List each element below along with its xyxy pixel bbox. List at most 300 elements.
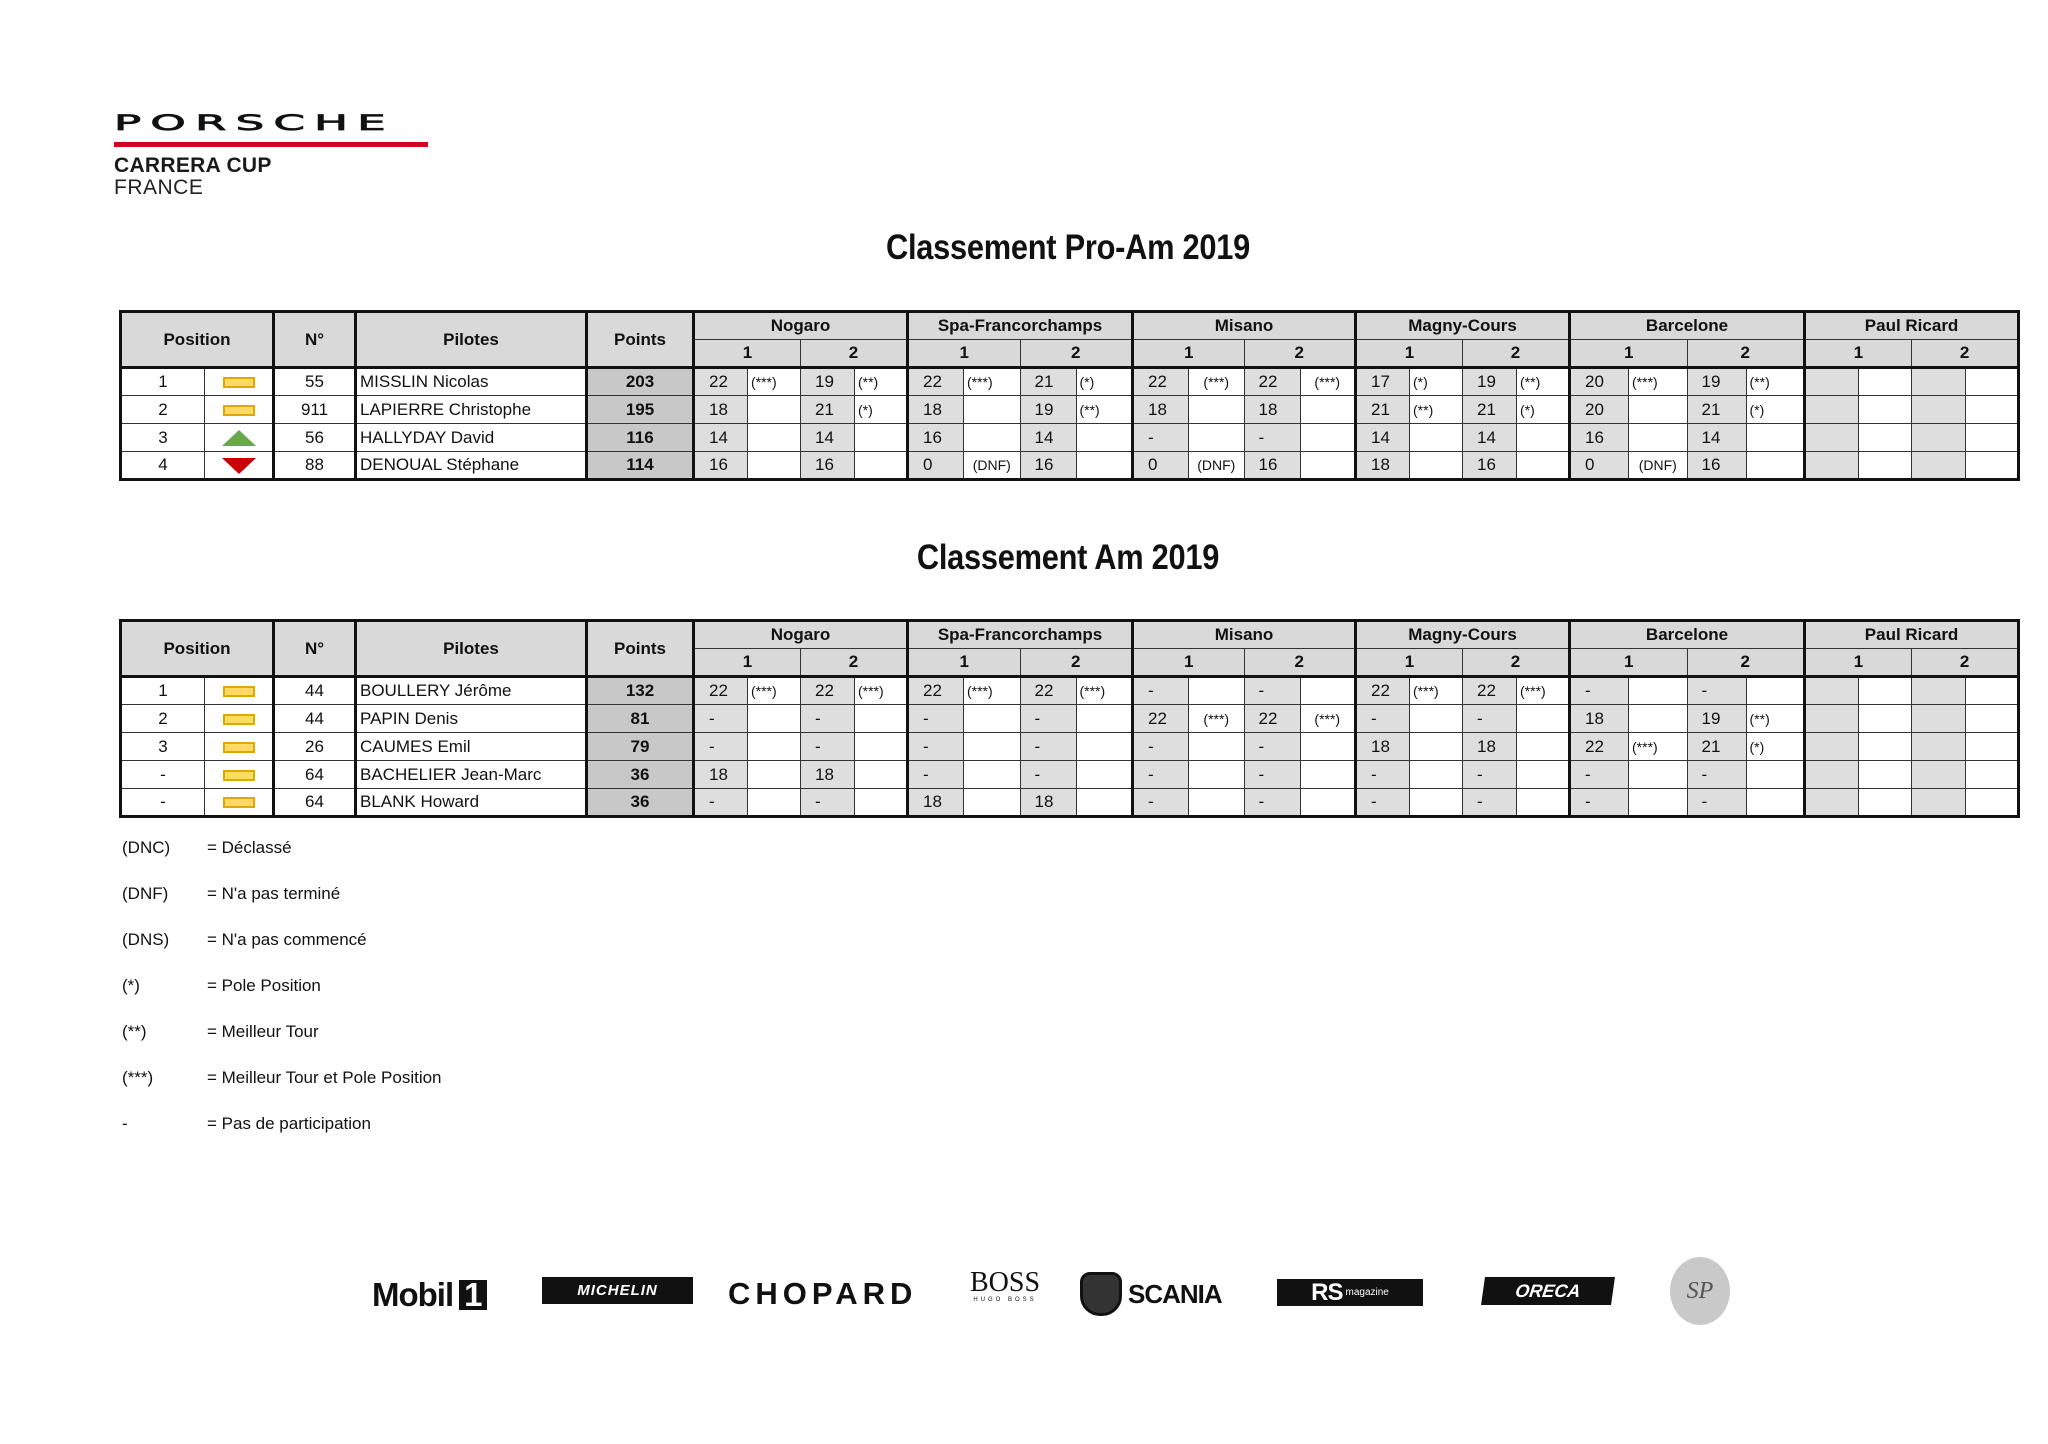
race-score: - [1356, 705, 1410, 733]
race-note [1300, 789, 1356, 817]
trend-cell [205, 452, 274, 480]
header-race-1: 1 [1356, 649, 1463, 677]
race-score: - [694, 705, 748, 733]
race-note [1746, 789, 1805, 817]
header-venue-magny-cours: Magny-Cours [1356, 621, 1570, 649]
trend-cell [205, 733, 274, 761]
race-note [964, 705, 1021, 733]
race-score: - [1687, 789, 1746, 817]
legend-code: - [122, 1114, 128, 1133]
legend-description: = N'a pas terminé [207, 884, 341, 903]
race-note [1629, 677, 1688, 705]
header-points: Points [587, 621, 694, 677]
header-race-2: 2 [801, 340, 908, 368]
header-race-2: 2 [1020, 340, 1133, 368]
race-note [1746, 424, 1805, 452]
header-race-1: 1 [1133, 649, 1245, 677]
proam-standings-table [119, 310, 2020, 481]
race-score: - [694, 733, 748, 761]
race-note [1629, 761, 1688, 789]
race-score: - [1356, 761, 1410, 789]
legend-code: (DNC) [122, 838, 171, 857]
car-number: 26 [274, 733, 356, 761]
race-score: - [1570, 677, 1629, 705]
race-score: 16 [801, 452, 855, 480]
trend-equal-icon [223, 405, 255, 416]
race-score: - [1133, 761, 1189, 789]
race-note: (***) [1189, 705, 1245, 733]
race-score: 14 [801, 424, 855, 452]
race-score: 22 [801, 677, 855, 705]
scania-griffin-icon [1080, 1272, 1122, 1316]
race-score: 14 [1687, 424, 1746, 452]
mobil-text: Mobil [372, 1276, 454, 1313]
race-note: (***) [1189, 368, 1245, 396]
total-points: 132 [587, 677, 694, 705]
header-venue-nogaro: Nogaro [694, 312, 908, 340]
race-note [1966, 733, 2019, 761]
total-points: 36 [587, 789, 694, 817]
driver-name: MISSLIN Nicolas [356, 368, 587, 396]
race-note [964, 761, 1021, 789]
header-position: Position [121, 621, 274, 677]
race-score: 18 [694, 396, 748, 424]
legend-item [122, 1068, 442, 1114]
race-score: - [1133, 733, 1189, 761]
trend-cell [205, 677, 274, 705]
standings-row [121, 761, 2019, 789]
race-score: 22 [1244, 368, 1300, 396]
trend-equal-icon [223, 742, 255, 753]
race-note [1629, 705, 1688, 733]
race-score: 20 [1570, 368, 1629, 396]
race-note [1517, 733, 1570, 761]
logo-red-line [114, 142, 428, 147]
race-note: (***) [964, 677, 1021, 705]
race-note: (**) [1517, 368, 1570, 396]
race-score [1805, 396, 1859, 424]
trend-cell [205, 705, 274, 733]
race-score: 18 [1133, 396, 1189, 424]
header-row-venues [121, 621, 2019, 649]
race-score: - [1570, 789, 1629, 817]
header-venue-misano: Misano [1133, 621, 1356, 649]
race-note [1859, 705, 1912, 733]
trend-cell [205, 424, 274, 452]
legend-description: = Pas de participation [207, 1114, 371, 1133]
race-note [1966, 677, 2019, 705]
race-note [964, 789, 1021, 817]
race-score: - [1463, 761, 1517, 789]
race-score: 18 [908, 789, 964, 817]
header-venue-magny-cours: Magny-Cours [1356, 312, 1570, 340]
race-note: (***) [855, 677, 908, 705]
race-score [1805, 705, 1859, 733]
header-race-1: 1 [908, 649, 1021, 677]
race-note [1189, 761, 1245, 789]
legend-item [122, 930, 442, 976]
race-score: 22 [1463, 677, 1517, 705]
race-score [1912, 396, 1966, 424]
race-note [1410, 789, 1463, 817]
header-race-2: 2 [1687, 340, 1805, 368]
trend-equal-icon [223, 714, 255, 725]
trend-down-icon [222, 458, 256, 474]
driver-name: BACHELIER Jean-Marc [356, 761, 587, 789]
race-note: (***) [1300, 368, 1356, 396]
legend-description: = Pole Position [207, 976, 321, 995]
race-score: - [801, 705, 855, 733]
race-note [1966, 789, 2019, 817]
race-note [1746, 452, 1805, 480]
race-note: (***) [748, 677, 801, 705]
total-points: 81 [587, 705, 694, 733]
total-points: 203 [587, 368, 694, 396]
total-points: 36 [587, 761, 694, 789]
race-score: 19 [1687, 705, 1746, 733]
car-number: 64 [274, 789, 356, 817]
header-venue-barcelone: Barcelone [1570, 312, 1805, 340]
header-venue-paul-ricard: Paul Ricard [1805, 621, 2019, 649]
race-note [1300, 761, 1356, 789]
race-score: 21 [1020, 368, 1076, 396]
race-score: - [801, 733, 855, 761]
race-score [1805, 452, 1859, 480]
race-note [1410, 424, 1463, 452]
legend-item [122, 884, 442, 930]
race-note [748, 705, 801, 733]
header-number: N° [274, 312, 356, 368]
race-score [1912, 789, 1966, 817]
header-drivers: Pilotes [356, 621, 587, 677]
race-note [1189, 677, 1245, 705]
position-cell: 2 [121, 396, 205, 424]
race-note: (***) [964, 368, 1021, 396]
legend-item [122, 1114, 442, 1160]
race-note: (DNF) [1629, 452, 1688, 480]
race-score [1912, 733, 1966, 761]
race-note: (***) [1300, 705, 1356, 733]
race-note: (**) [1410, 396, 1463, 424]
race-score: 22 [908, 368, 964, 396]
standings-row [121, 789, 2019, 817]
am-title: Classement Am 2019 [916, 538, 1220, 577]
legend-code: (DNF) [122, 884, 169, 903]
header-race-2: 2 [1912, 340, 2019, 368]
race-score: 16 [1020, 452, 1076, 480]
race-score: 18 [1244, 396, 1300, 424]
race-note [1517, 789, 1570, 817]
header-number: N° [274, 621, 356, 677]
race-score: - [1244, 733, 1300, 761]
race-score: - [1244, 424, 1300, 452]
race-score [1912, 705, 1966, 733]
race-note [1410, 761, 1463, 789]
legend-description: = Meilleur Tour [207, 1022, 319, 1041]
race-note [1966, 368, 2019, 396]
race-score: 0 [1133, 452, 1189, 480]
race-note [855, 733, 908, 761]
race-note [1859, 396, 1912, 424]
trend-up-icon [222, 430, 256, 446]
legend-description: = Déclassé [207, 838, 292, 857]
race-score: 0 [1570, 452, 1629, 480]
race-score: 18 [1020, 789, 1076, 817]
legend-item [122, 976, 442, 1022]
race-score: 22 [694, 677, 748, 705]
porsche-wordmark: PORSCHE [114, 110, 395, 136]
race-score: - [1356, 789, 1410, 817]
race-note [1859, 789, 1912, 817]
race-score [1912, 424, 1966, 452]
standings-row [121, 705, 2019, 733]
car-number: 56 [274, 424, 356, 452]
mobil1-logo [372, 1276, 487, 1314]
race-note [855, 789, 908, 817]
race-note [1300, 452, 1356, 480]
race-score: - [1244, 789, 1300, 817]
race-score: 16 [694, 452, 748, 480]
header-race-1: 1 [1570, 649, 1688, 677]
race-score: - [908, 761, 964, 789]
standings-row [121, 452, 2019, 480]
legend-code: (***) [122, 1068, 154, 1087]
race-score: 16 [908, 424, 964, 452]
race-note [1076, 705, 1133, 733]
position-cell: 2 [121, 705, 205, 733]
race-score: 21 [1687, 733, 1746, 761]
race-note [1076, 733, 1133, 761]
header-venue-nogaro: Nogaro [694, 621, 908, 649]
race-note [1859, 452, 1912, 480]
race-note: (**) [1746, 368, 1805, 396]
driver-name: BLANK Howard [356, 789, 587, 817]
race-note [1076, 452, 1133, 480]
race-score [1912, 761, 1966, 789]
race-score: 22 [1133, 705, 1189, 733]
race-score: 22 [908, 677, 964, 705]
mobil-one-badge: 1 [459, 1280, 486, 1310]
race-score [1805, 789, 1859, 817]
race-note [1966, 761, 2019, 789]
race-score: 18 [1356, 452, 1410, 480]
position-cell: 1 [121, 368, 205, 396]
scania-logo [1080, 1272, 1222, 1316]
header-points: Points [587, 312, 694, 368]
race-score [1805, 761, 1859, 789]
race-score: 19 [1463, 368, 1517, 396]
race-note [1629, 789, 1688, 817]
rs-sub-text: magazine [1345, 1287, 1389, 1298]
race-score: 22 [1133, 368, 1189, 396]
race-score [1912, 677, 1966, 705]
header-race-1: 1 [694, 340, 801, 368]
header-race-1: 1 [908, 340, 1021, 368]
position-cell: 3 [121, 424, 205, 452]
race-score: - [1244, 761, 1300, 789]
race-note [1076, 424, 1133, 452]
race-note [1189, 789, 1245, 817]
legend-code: (*) [122, 976, 140, 995]
race-score: 14 [1356, 424, 1410, 452]
proam-title: Classement Pro-Am 2019 [886, 228, 1250, 267]
race-note: (***) [1629, 368, 1688, 396]
race-score: - [1687, 677, 1746, 705]
race-note [1300, 733, 1356, 761]
race-note [1189, 396, 1245, 424]
race-note: (***) [1629, 733, 1688, 761]
race-score: - [1463, 789, 1517, 817]
race-score: 16 [1463, 452, 1517, 480]
legend-code: (DNS) [122, 930, 170, 949]
standings-row [121, 677, 2019, 705]
race-note: (*) [1410, 368, 1463, 396]
total-points: 195 [587, 396, 694, 424]
race-score: 18 [1356, 733, 1410, 761]
header-race-1: 1 [1356, 340, 1463, 368]
race-score: - [1133, 789, 1189, 817]
header-race-2: 2 [801, 649, 908, 677]
header-venue-misano: Misano [1133, 312, 1356, 340]
race-note [1517, 452, 1570, 480]
race-score [1912, 368, 1966, 396]
race-score: 18 [1463, 733, 1517, 761]
car-number: 911 [274, 396, 356, 424]
race-note: (***) [1076, 677, 1133, 705]
driver-name: HALLYDAY David [356, 424, 587, 452]
race-note [748, 396, 801, 424]
header-venue-spa-francorchamps: Spa-Francorchamps [908, 621, 1133, 649]
race-score: - [908, 705, 964, 733]
race-note [855, 761, 908, 789]
race-score: 18 [694, 761, 748, 789]
race-score: - [801, 789, 855, 817]
chopard-logo: CHOPARD [728, 1276, 918, 1311]
race-score: - [1244, 677, 1300, 705]
boss-logo [970, 1267, 1041, 1304]
race-score: 22 [1570, 733, 1629, 761]
race-note [1189, 733, 1245, 761]
race-score: 19 [1687, 368, 1746, 396]
header-race-2: 2 [1020, 649, 1133, 677]
porsche-carrera-cup-logo [114, 112, 434, 199]
race-score: 16 [1244, 452, 1300, 480]
race-score: 18 [1570, 705, 1629, 733]
series-name: CARRERA CUP [114, 154, 272, 177]
position-cell: 3 [121, 733, 205, 761]
trend-cell [205, 761, 274, 789]
header-race-1: 1 [1805, 649, 1912, 677]
race-score: - [1687, 761, 1746, 789]
total-points: 116 [587, 424, 694, 452]
rs-text: RS [1311, 1278, 1343, 1306]
position-cell: 1 [121, 677, 205, 705]
header-venue-paul-ricard: Paul Ricard [1805, 312, 2019, 340]
race-score: - [1020, 761, 1076, 789]
race-score [1805, 677, 1859, 705]
race-note: (*) [1076, 368, 1133, 396]
race-score: 16 [1687, 452, 1746, 480]
race-note [1966, 424, 2019, 452]
series-country: FRANCE [114, 176, 204, 199]
header-race-1: 1 [1570, 340, 1688, 368]
boss-text: BOSS [970, 1267, 1041, 1298]
race-score: 14 [1463, 424, 1517, 452]
race-score: - [1133, 677, 1189, 705]
race-score: 18 [801, 761, 855, 789]
race-note [748, 424, 801, 452]
race-score: 21 [1356, 396, 1410, 424]
header-race-2: 2 [1912, 649, 2019, 677]
total-points: 79 [587, 733, 694, 761]
race-score [1805, 733, 1859, 761]
standings-row [121, 396, 2019, 424]
race-note [748, 761, 801, 789]
race-score: 22 [1356, 677, 1410, 705]
trend-equal-icon [223, 770, 255, 781]
race-score: 22 [1244, 705, 1300, 733]
race-note [1629, 396, 1688, 424]
race-note: (***) [1517, 677, 1570, 705]
race-note: (DNF) [964, 452, 1021, 480]
header-race-1: 1 [694, 649, 801, 677]
race-note: (*) [1746, 396, 1805, 424]
race-note [1629, 424, 1688, 452]
race-note [1746, 761, 1805, 789]
trend-cell [205, 368, 274, 396]
header-race-2: 2 [1244, 340, 1356, 368]
hugo-boss-subtext: HUGO BOSS [973, 1297, 1037, 1303]
car-number: 44 [274, 677, 356, 705]
position-cell: - [121, 789, 205, 817]
race-note [1517, 705, 1570, 733]
race-note [1410, 452, 1463, 480]
race-note: (DNF) [1189, 452, 1245, 480]
race-note [855, 452, 908, 480]
legend-item [122, 1022, 442, 1068]
header-race-1: 1 [1805, 340, 1912, 368]
standings-row [121, 424, 2019, 452]
position-cell: - [121, 761, 205, 789]
race-score: 17 [1356, 368, 1410, 396]
race-score: - [1020, 733, 1076, 761]
race-note [1966, 396, 2019, 424]
am-standings-table [119, 619, 2020, 818]
race-score: - [1133, 424, 1189, 452]
race-note [1966, 705, 2019, 733]
race-score: - [908, 733, 964, 761]
car-number: 55 [274, 368, 356, 396]
header-position: Position [121, 312, 274, 368]
race-note [1410, 705, 1463, 733]
header-race-2: 2 [1244, 649, 1356, 677]
race-score: - [1020, 705, 1076, 733]
race-note [1189, 424, 1245, 452]
race-score: 14 [694, 424, 748, 452]
race-note [1300, 677, 1356, 705]
race-note [748, 452, 801, 480]
race-note: (**) [1746, 705, 1805, 733]
race-note [1966, 452, 2019, 480]
sponsor-strip [0, 1262, 2048, 1342]
race-note: (*) [1517, 396, 1570, 424]
michelin-logo: MICHELIN [542, 1277, 693, 1304]
trend-equal-icon [223, 686, 255, 697]
race-note [1859, 677, 1912, 705]
race-note: (***) [748, 368, 801, 396]
header-race-2: 2 [1687, 649, 1805, 677]
race-score: 20 [1570, 396, 1629, 424]
